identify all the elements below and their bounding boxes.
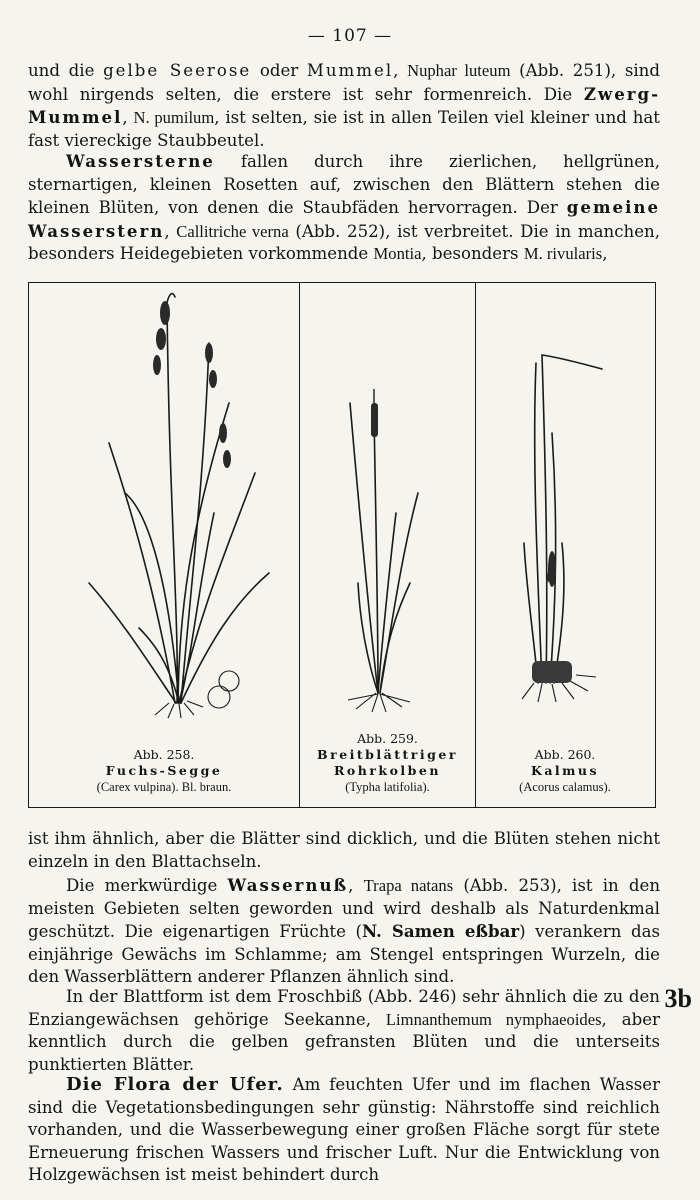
text-run: , bbox=[602, 244, 608, 264]
latin-nuphar-luteum: Nuphar luteum bbox=[407, 61, 511, 80]
latin-n-pumilum: N. pumilum bbox=[133, 108, 215, 128]
figure-number: Abb. 259. bbox=[357, 731, 418, 746]
paragraph-wassernuss bbox=[28, 874, 660, 989]
text-run: , bbox=[393, 61, 408, 80]
page-number: — 107 — bbox=[307, 26, 393, 46]
figure-plate bbox=[28, 282, 656, 808]
figure-number: Abb. 258. bbox=[133, 747, 195, 762]
term-zwerg-mummel: Zwerg-Mummel bbox=[28, 83, 660, 128]
latin-callitriche-verna: Callitriche verna bbox=[176, 221, 289, 241]
text-run: fallen durch ihre zierlichen, hellgrünen, sternartigen, kleinen Rosetten auf, zwischen den Blättern stehen die kleinen Blüten, von denen die Staubfäden hervorragen. Der bbox=[28, 152, 660, 218]
term-gemeine-wasserstern: gemeine Wasserstern bbox=[28, 197, 660, 241]
figure-latin-name: (Carex vulpina). Bl. braun. bbox=[96, 780, 232, 794]
text-run: Am feuchten Ufer und im flachen Wasser sind die Vegetationsbedingungen sehr günstig: Nährstoffe sind reichlich vorhanden, und die Wasserbewegung einer großen Fläche sorgt für stete Erneuerung frischen Wassers und frischer Luft. Nur die Entwicklung von Holzgewächsen ist meist behindert durch bbox=[28, 1075, 661, 1185]
term-wassersterne: Wassersterne bbox=[66, 151, 215, 171]
paragraph-seekanne bbox=[28, 986, 660, 1076]
text-run: , besonders bbox=[421, 244, 524, 264]
figure-number: Abb. 260. bbox=[534, 747, 596, 762]
figure-caption-259 bbox=[300, 731, 475, 795]
text-run: (Abb. 252), ist verbreitet. Die in manchen, besonders Heidegebieten vorkommende bbox=[28, 221, 660, 264]
text-run: , ist selten, sie ist in allen Teilen viel kleiner und hat fast viereckige Staubbeutel. bbox=[28, 108, 660, 150]
text-run: , bbox=[122, 108, 134, 128]
typha-latifolia-illustration bbox=[300, 283, 476, 723]
paragraph-flora-ufer bbox=[28, 1074, 660, 1187]
term-wassernuss: Wassernuß bbox=[227, 875, 349, 895]
carex-vulpina-illustration bbox=[29, 283, 299, 723]
text-run: (Abb. 251), sind wohl nirgends selten, die erstere ist sehr formenreich. Die bbox=[28, 61, 660, 104]
text-run: , bbox=[164, 221, 177, 241]
text-run: oder bbox=[251, 61, 307, 80]
figure-panel-carex bbox=[29, 283, 299, 807]
figure-panel-acorus bbox=[475, 283, 654, 807]
text-run: und die bbox=[28, 61, 104, 80]
text-run: , bbox=[348, 876, 364, 895]
figure-title: Fuchs-Segge bbox=[105, 763, 223, 778]
paragraph-wassersterne bbox=[28, 150, 660, 266]
text-run: In der Blattform ist dem Froschbiß (Abb. 246) sehr ähnlich die zu den Enziangewächsen gehörige Seekanne, bbox=[28, 987, 660, 1029]
paragraph-montia-cont: ist ihm ähnlich, aber die Blätter sind dicklich, und die Blüten stehen nicht einzeln in den Blattachseln. bbox=[28, 829, 660, 871]
figure-title: Breitblättriger bbox=[317, 747, 458, 762]
section-heading-flora-ufer: Die Flora der Ufer. bbox=[66, 1074, 284, 1095]
paragraph-seerose bbox=[28, 60, 660, 152]
acorus-calamus-illustration bbox=[476, 283, 655, 723]
text-run: , aber kenntlich durch die gelben gefransten Blüten und die unterseits punktierten Blätter. bbox=[28, 1009, 660, 1074]
latin-trapa-natans: Trapa natans bbox=[363, 876, 454, 895]
text-run: Die merkwürdige bbox=[66, 876, 228, 895]
term-gelbe-seerose: gelbe Seerose bbox=[103, 61, 252, 80]
figure-caption-260 bbox=[476, 747, 654, 795]
figure-latin-name: (Typha latifolia). bbox=[345, 780, 430, 794]
term-mummel: Mummel bbox=[306, 61, 394, 80]
figure-latin-name: (Acorus calamus). bbox=[519, 780, 611, 794]
text-run: ) verankern das einjährige Gewächs im Schlamme; am Stengel entspringen Wurzeln, die den Wasserblättern anderer Pflanzen ähnlich sind. bbox=[28, 922, 660, 987]
latin-montia: Montia bbox=[373, 244, 422, 264]
figure-title-line-2: Rohrkolben bbox=[334, 763, 441, 778]
figure-panel-typha bbox=[299, 283, 475, 807]
latin-limnanthemum: Limnanthemum nymphaeoides bbox=[385, 1009, 602, 1029]
figure-title: Kalmus bbox=[530, 763, 600, 778]
figure-caption-258 bbox=[29, 747, 299, 795]
latin-m-rivularis: M. rivularis bbox=[523, 244, 603, 264]
margin-signature-mark: 3b bbox=[664, 984, 692, 1013]
note-samen-essbar: N. Samen eßbar bbox=[361, 921, 520, 942]
text-run: (Abb. 253), ist in den meisten Gebieten selten geworden und wird deshalb als Naturdenkmal geschützt. Die eigenartigen Früchte ( bbox=[28, 876, 661, 942]
